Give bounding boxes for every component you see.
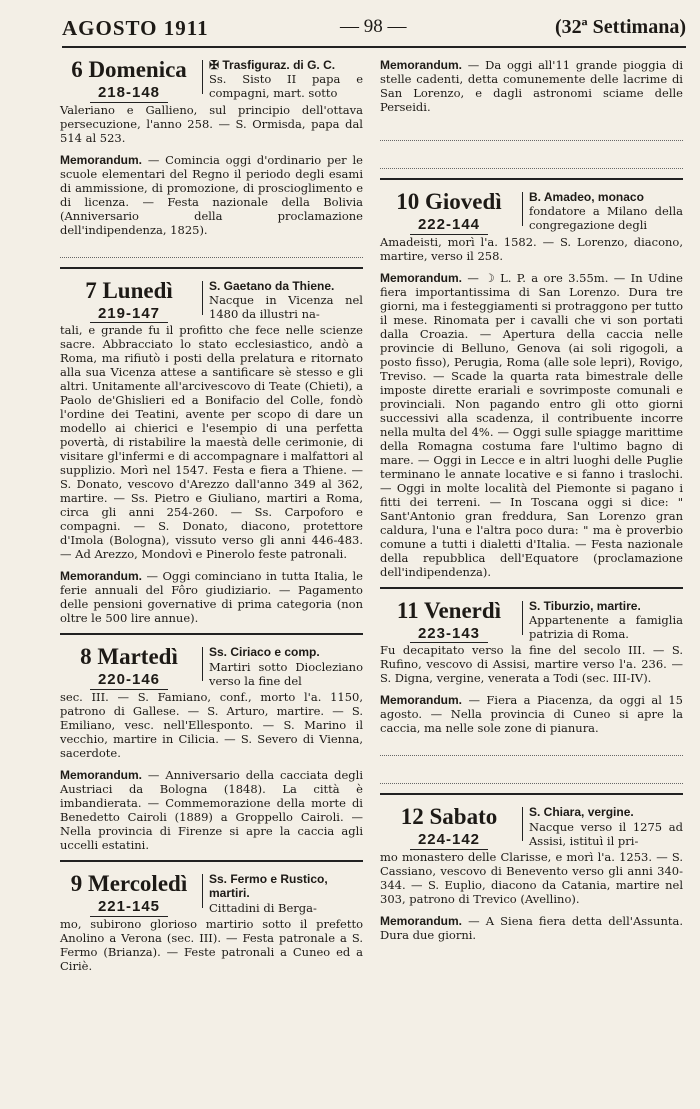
entry-body: sec. III. — S. Famiano, conf., morto l'a. 1150, patrono di Gallese. — S. Arturo, martire. — S. Emiliano, vesc. nell'Ellesponto. — S. Marino il vecchio, martire in Cilicia. — S. Severo di Vienna, sacerdote. (60, 689, 363, 760)
right-column (380, 58, 683, 942)
page-number: — 98 — (340, 16, 407, 37)
day-entry-12 (380, 805, 683, 942)
day-title: 6 Domenica (71, 57, 187, 82)
memo-text: — Comincia oggi d'ordinario per le scuole elementari del Regno il periodo degli esami di ammissione, di promozione, di proscioglimento e di licenza. — Festa nazionale della Bolivia (Anniversario della proclamazione dell'indipendenza, 1825). (60, 152, 363, 237)
entry-body: Amadeisti, morì l'a. 1582. — S. Lorenzo, diacono, martire, verso il 258. (380, 234, 683, 263)
memo-text: — Fiera a Piacenza, da oggi al 15 agosto. — Nella provincia di Cuneo si apre la caccia, ma nelle sole zone di pianura. (380, 693, 683, 736)
day-title: 9 Mercoledì (70, 870, 188, 896)
day-title: 7 Lunedì (85, 277, 173, 303)
saint-intro: Nacque verso il 1275 ad Assisi, istituì il pri- (529, 819, 683, 848)
entry-body: Valeriano e Gallieno, sul principio dell'ottava persecuzione, l'anno 258. — S. Ormisda, papa dal 514 al 523. (60, 102, 363, 145)
saint-intro: Nacque in Vicenza nel 1480 da illustri na- (209, 293, 363, 322)
saint-title: Ss. Ciriaco e comp. (209, 645, 320, 660)
memorandum (60, 768, 363, 852)
day-numbers: 221-145 (90, 899, 168, 917)
memorandum (380, 693, 683, 735)
day-title: 8 Martedì (80, 644, 178, 670)
saint-title: S. Tiburzio, martire. (529, 598, 641, 613)
day-entry-6 (60, 58, 363, 269)
day-numbers: 220-146 (90, 672, 168, 690)
day-numbers: 223-143 (410, 626, 488, 644)
entry-body: mo, subirono glorioso martirio sotto il prefetto Anolino a Verona (sec. III). — Festa patronale a S. Fermo (Brianza). — Feste patronali a Cuneo ed a Ciriè. (60, 916, 363, 973)
day-entry-7 (60, 279, 363, 636)
saint-intro: Ss. Sisto II papa e compagni, mart. sotto (209, 72, 363, 101)
day-numbers: 219-147 (90, 306, 168, 324)
memo-text: — ☽ L. P. a ore 3.55m. — In Udine fiera importantissima di San Lorenzo. Dura tre giorni, ma i festeggiamenti si protraggono per tutto il mese. Rinomata per i cavalli che vi son portati dalla Croazia. — Apertura della caccia nelle provincie di Belluno, Genova (ai soli rigogoli, a posto fisso), Perugia, Roma (alle sole lepri), Rovigo, Treviso. — Scade la quarta rata bimestrale delle imposte dirette erariali e sovrimposte comunali e provinciali. Non pagando entro gli otto giorni successivi alla scadenza, il contribuente incorre nella multa del 4%. — Oggi sulle spiagge marittime della Romagna costuma fare l'ultimo bagno di mare. — Oggi in Lecce e in altri luoghi delle Puglie terminano le annate locative e si fanno i traslochi. — Oggi in molte località del Piemonte si pagano i fitti dei terreni. — In Toscana oggi si dice: " Sant'Antonio gran freddura, San Lorenzo gran caldura, l'una e l'altra poco dura: " ma è proverbio comune a tutti i dialetti d'Italia. — Festa nazionale della repubblica dell'Equatore (proclamazione dell'indipendenza). (380, 270, 683, 579)
memo-label: Memorandum. (380, 270, 463, 285)
saint-intro: Appartenente a famiglia patrizia di Roma. (529, 613, 683, 642)
saint-title: ✠ Trasfiguraz. di G. C. (209, 58, 336, 72)
memo-label: Memorandum. (380, 58, 463, 72)
memo-label: Memorandum. (60, 152, 143, 167)
left-column (60, 58, 363, 973)
memorandum (380, 914, 683, 942)
day-numbers: 222-144 (410, 217, 488, 235)
memo-text: — A Siena fiera detta dell'Assunta. Dura due giorni. (380, 913, 683, 942)
day-title: 10 Giovedì (396, 189, 502, 214)
day-title: 11 Venerdì (396, 597, 502, 623)
day-numbers: 218-148 (90, 85, 168, 103)
memorandum (60, 153, 363, 237)
saint-title: Ss. Fermo e Rustico, martiri. (209, 871, 328, 901)
memorandum (380, 271, 683, 579)
saint-title: S. Gaetano da Thiene. (209, 278, 335, 293)
month-year: AGOSTO 1911 (62, 16, 209, 40)
memo-label: Memorandum. (380, 693, 463, 708)
day-entry-10 (380, 190, 683, 589)
entry-body: mo monastero delle Clarisse, e morì l'a. 1253. — S. Cassiano, vescovo di Benevento verso gli anni 340-344. — S. Euplio, diacono da Catania, martire nel 303, patrono di Trevico (Avellino). (380, 849, 683, 906)
saint-intro: Cittadini di Berga- (209, 900, 317, 915)
saint-title: S. Chiara, vergine. (529, 805, 634, 820)
memorandum (380, 58, 683, 114)
header-rule (62, 46, 686, 48)
day-entry-8 (60, 645, 363, 862)
saint-intro: fondatore a Milano della congregazione degli (529, 204, 683, 233)
day-entry-9 (60, 872, 363, 973)
memo-label: Memorandum. (60, 767, 143, 782)
day-entry-11 (380, 599, 683, 796)
saint-intro: Martiri sotto Diocleziano verso la fine del (209, 659, 363, 688)
entry-body: Fu decapitato verso la fine del secolo III. — S. Rufino, vescovo di Assisi, martire verso l'a. 236. — S. Digna, vergine, venerata a Todi (sec. III-IV). (380, 643, 683, 686)
day-title: 12 Sabato (400, 804, 498, 830)
continuation-entry (380, 58, 683, 180)
memo-text: — Da oggi all'11 grande pioggia di stelle cadenti, detta comunemente delle lacrime di San Lorenzo, e dagli astronomi sciame delle Perseidi. (380, 58, 683, 114)
memo-label: Memorandum. (60, 569, 143, 584)
week-number: (32ª Settimana) (555, 16, 686, 38)
day-numbers: 224-142 (410, 832, 488, 850)
entry-body: tali, e grande fu il profitto che fece nelle scienze sacre. Abbracciato lo stato ecclesiastico, andò a Roma, ma rifiutò i posti della prelatura e ritornato alla sua Vicenza attese a santificare sè stesso e gli altri. Unitamente all'arcivescovo di Teate (Chieti), a Paolo de'Ghislieri ed a Bonifacio del Colle, fondò l'ordine dei Teatini, avente per scopo di dare un modello ai chierici e l'esempio di una perfetta povertà, di ristabilire la maestà delle cerimonie, di visitare gl'infermi e di accompagnare i malfattori al supplizio. Morì nel 1547. Festa e fiera a Thiene. — S. Donato, vescovo d'Arezzo dall'anno 349 al 362, martire. — Ss. Pietro e Giuliano, martiri a Roma, circa gli anni 254-260. — Ss. Carpoforo e compagni. — S. Donato, diacono, protettore d'Imola (Bologna), vissuto verso gli anni 446-483. — Ad Arezzo, Mondovì e Pinerolo feste patronali. (60, 323, 363, 562)
saint-title: B. Amadeo, monaco (529, 190, 644, 204)
memo-text: — Anniversario della cacciata degli Austriaci da Bologna (1848). La città è imbandierata. — Commemorazione della morte di Benedetto Cairoli (1889) a Groppello Cairoli. — Nella provincia di Firenze si apre la caccia agli uccelli estatini. (60, 767, 363, 852)
page-header (62, 14, 686, 44)
memorandum (60, 569, 363, 625)
memo-label: Memorandum. (380, 913, 463, 928)
memo-text: — Oggi cominciano in tutta Italia, le ferie annuali del Fôro giudiziario. — Pagamento delle pensioni governative di prima categoria (non oltre le 500 lire annue). (60, 569, 363, 626)
